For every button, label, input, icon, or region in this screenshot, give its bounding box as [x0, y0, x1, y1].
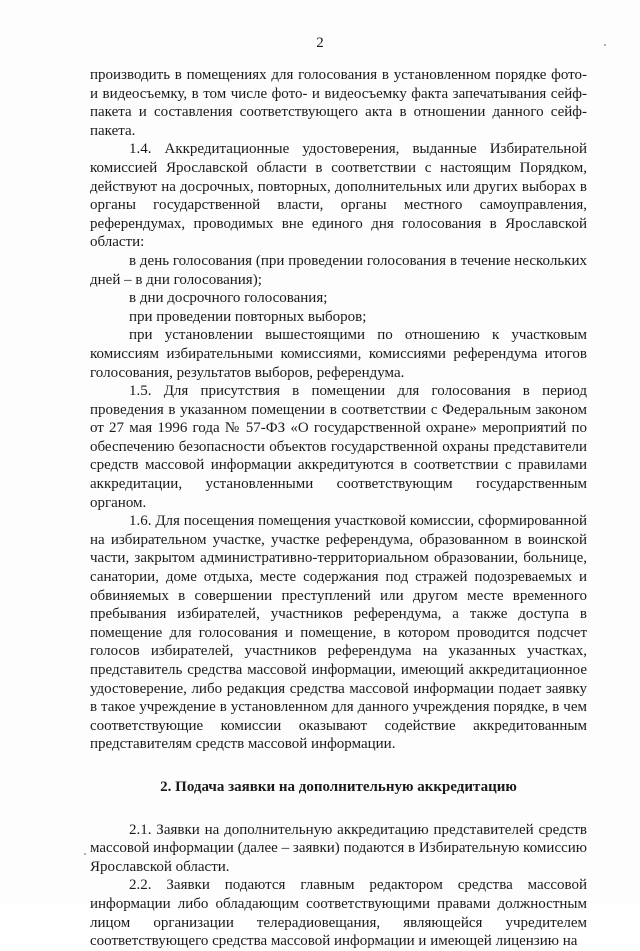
paragraph-1-6: 1.6. Для посещения помещения участковой комиссии, сформированной на избирательном участке, участке референдума, образованном в воинской части, закрытом административно-территориальном образовании, больнице, санатории, доме отдыха, месте содержания под стражей подозреваемых и обвиняемых в совершении преступлений или другом месте временного пребывания избирателей, участников референдума, а также доступа в помещение для голосования и помещение, в котором проводится подсчет голосов избирателей, участников референдума на указанных участках, представитель средства массовой информации, имеющий аккредитационное удостоверение, либо редакция средства массовой информации подает заявку в такое учреждение в установленном для данного учреждения порядке, в чем соответствующие комиссии оказывают содействие аккредитованным представителям средств массовой информации. [90, 513, 587, 753]
section-heading: 2. Подача заявки на дополнительную аккредитацию [160, 778, 517, 795]
scan-speck [84, 853, 86, 855]
paragraph-continuation: производить в помещениях для голосования в установленном порядке фото- и видеосъемку, в том числе фото- и видеосъемку факта запечатывания сейф-пакета и составления соответствующего акта в отношении данного сейф-пакета. [90, 67, 587, 139]
document-body [90, 66, 587, 951]
paragraph-1-4: 1.4. Аккредитационные удостоверения, выданные Избирательной комиссией Ярославской области в соответствии с настоящим Порядком, действуют на досрочных, повторных, дополнительных или других выборах в органы государственной власти, органы местного самоуправления, референдумах, проводимых вне единого дня голосования в Ярославской области: [90, 141, 587, 251]
list-item-repeat-elections: при проведении повторных выборов; [129, 308, 367, 325]
page-number: 2 [316, 35, 324, 51]
list-item-voting-day: в день голосования (при проведении голосования в течение нескольких дней – в дни голосования); [90, 252, 587, 288]
list-item-results: при установлении вышестоящими по отношению к участковым комиссиям избирательными комиссиями, комиссиями референдума итогов голосования, результатов выборов, референдума. [90, 327, 587, 381]
paragraph-2-2: 2.2. Заявки подаются главным редактором средства массовой информации либо обладающим соответствующими правами должностным лицом организации телерадиовещания, являющейся учредителем соответствующего средства массовой информации и имеющей лицензию на [90, 877, 587, 950]
paragraph-1-5: 1.5. Для присутствия в помещении для голосования в период проведения в указанном помещении в соответствии с Федеральным законом от 27 мая 1996 года № 57-ФЗ «О государственной охране» мероприятий по обеспечению безопасности объектов государственной охраны представители средств массовой информации аккредитуются в соответствии с правилами аккредитации, установленными соответствующим государственным органом. [90, 383, 587, 511]
scan-speck [604, 44, 606, 46]
list-item-early-voting: в дни досрочного голосования; [129, 290, 328, 307]
paragraph-2-1: 2.1. Заявки на дополнительную аккредитацию представителей средств массовой информации (далее – заявки) подаются в Избирательную комиссию Ярославской области. [90, 821, 587, 875]
